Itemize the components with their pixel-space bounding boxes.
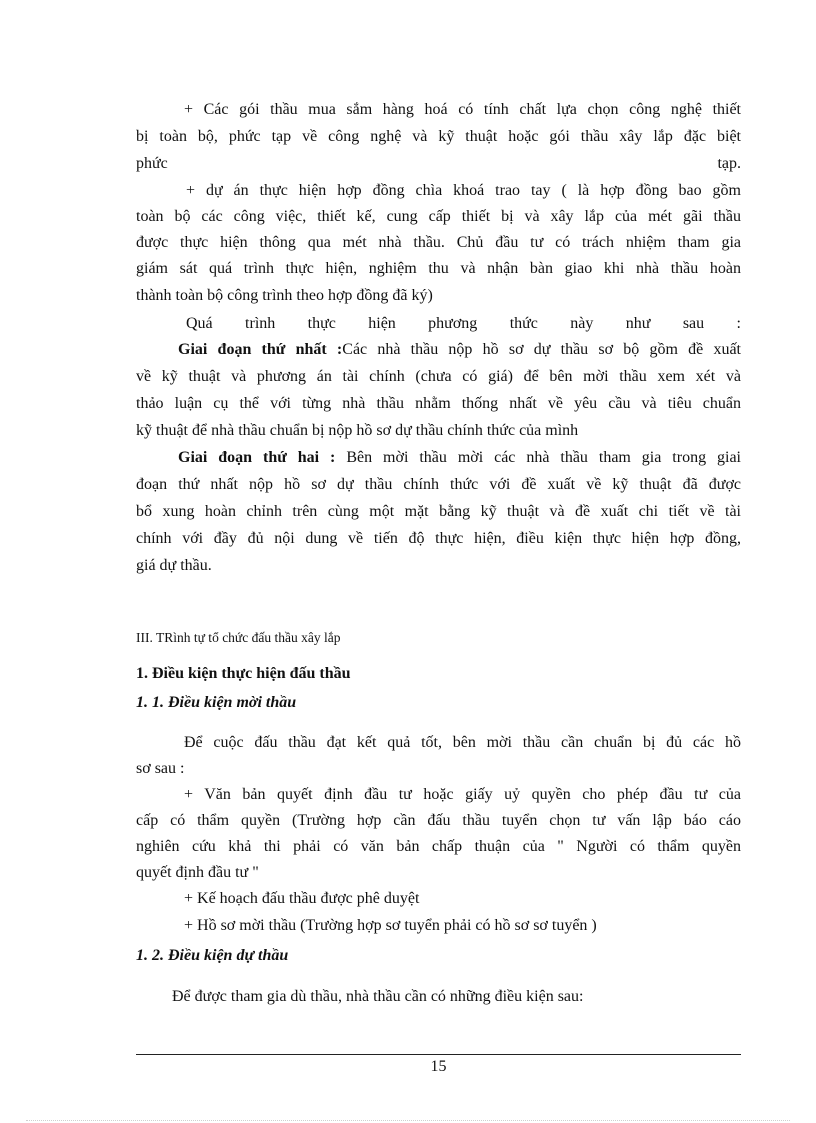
paragraph-line: + Các gói thầu mua sắm hàng hoá có tính chất lựa chọn công nghệ thiết — [184, 101, 741, 118]
paragraph-line: + dự án thực hiện hợp đồng chìa khoá trao tay ( là hợp đồng bao gồm — [186, 182, 741, 199]
footer-divider — [136, 1054, 741, 1055]
paragraph-line — [136, 446, 741, 470]
paragraph-line: giá dự thầu. — [136, 557, 212, 574]
paragraph-line: chính với đầy đủ nội dung về tiến độ thực hiện, điều kiện thực hiện hợp đồng, — [136, 530, 741, 547]
paragraph-line: nghiên cứu khả thi phải có văn bản chấp thuận của " Người có thẩm quyền — [136, 838, 741, 855]
paragraph-word: phức — [136, 155, 168, 172]
paragraph-line: Để được tham gia dù thầu, nhà thầu cần có những điều kiện sau: — [172, 988, 584, 1005]
paragraph-line: thảo luận cụ thể với từng nhà thầu nhằm thống nhất về yêu cầu và tiêu chuẩn — [136, 395, 741, 412]
paragraph-line: về kỹ thuật và phương án tài chính (chưa có giá) để bên mời thầu xem xét và — [136, 368, 741, 385]
paragraph-line: + Hồ sơ mời thầu (Trường hợp sơ tuyển phải có hồ sơ sơ tuyển ) — [184, 917, 597, 934]
paragraph-line: + Kế hoạch đấu thầu được phê duyệt — [184, 890, 420, 907]
stage-label: Giai đoạn thứ nhất : — [178, 341, 343, 358]
paragraph-line: giám sát quá trình thực hiện, nghiệm thu và nhận bàn giao khi nhà thầu hoàn — [136, 260, 741, 277]
paragraph-line: + Văn bản quyết định đầu tư hoặc giấy uỷ quyền cho phép đầu tư của — [184, 786, 741, 803]
sub-subsection-heading: 1. 1. Điều kiện mời thầu — [136, 694, 297, 711]
paragraph-word: tạp. — [717, 155, 741, 172]
paragraph-line — [136, 152, 741, 176]
paragraph-line: kỹ thuật để nhà thầu chuẩn bị nộp hồ sơ dự thầu chính thức của mình — [136, 422, 579, 439]
paragraph-line: quyết định đầu tư " — [136, 864, 259, 881]
paragraph-line: đoạn thứ nhất nộp hồ sơ dự thầu chính thức với đề xuất về kỹ thuật đã được — [136, 476, 741, 493]
stage-text: Các nhà thầu nộp hồ sơ dự thầu sơ bộ gồm đề xuất — [342, 341, 741, 358]
paragraph-line: Để cuộc đấu thầu đạt kết quả tốt, bên mời thầu cần chuẩn bị đủ các hồ — [184, 734, 741, 751]
paragraph-line: được thực hiện thông qua mét nhà thầu. Chủ đầu tư có trách nhiệm tham gia — [136, 234, 741, 251]
page-number: 15 — [430, 1058, 447, 1075]
paragraph-line: sơ sau : — [136, 760, 185, 777]
sub-subsection-heading: 1. 2. Điều kiện dự thầu — [136, 947, 289, 964]
paragraph-line: cấp có thẩm quyền (Trường hợp cần đấu thầu tuyển chọn tư vấn lập báo cáo — [136, 812, 741, 829]
paragraph-line: toàn bộ các công việc, thiết kế, cung cấp thiết bị và xây lắp của mét gãi thầu — [136, 208, 741, 225]
subsection-heading: 1. Điều kiện thực hiện đấu thầu — [136, 665, 351, 682]
paragraph-line: bổ xung hoàn chỉnh trên cùng một mặt bằng kỹ thuật và đề xuất chi tiết về tài — [136, 503, 741, 520]
stage-label: Giai đoạn thứ hai : — [178, 449, 336, 466]
page-edge-divider — [26, 1120, 790, 1121]
paragraph-line: bị toàn bộ, phức tạp về công nghệ và kỹ thuật hoặc gói thầu xây lắp đặc biệt — [136, 128, 741, 145]
paragraph-line: Quá trình thực hiện phương thức này như sau : — [186, 315, 741, 332]
paragraph-line: thành toàn bộ công trình theo hợp đồng đã ký) — [136, 287, 433, 304]
stage-text: Bên mời thầu mời các nhà thầu tham gia trong giai — [335, 449, 741, 466]
section-heading: III. TRình tự tổ chức đấu thầu xây lắp — [136, 630, 341, 645]
paragraph-line — [136, 338, 741, 362]
